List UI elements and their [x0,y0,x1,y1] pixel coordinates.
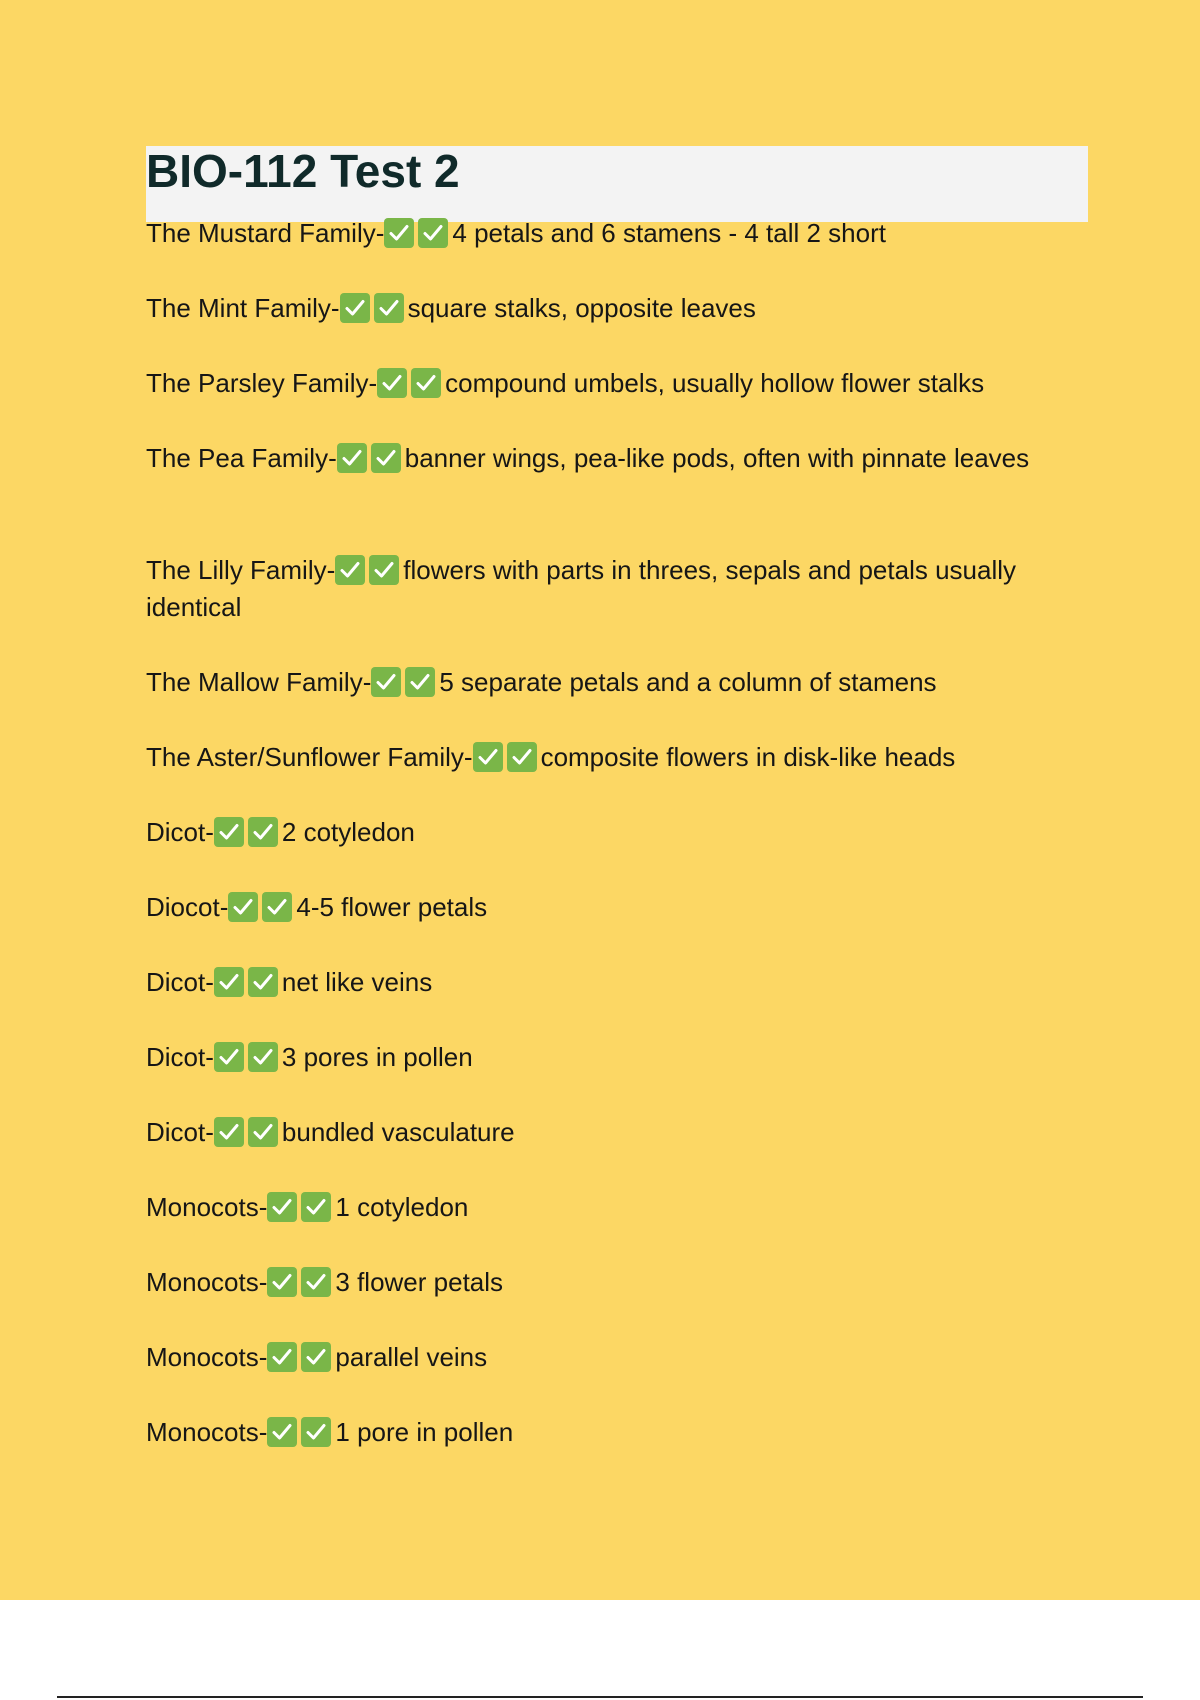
entry-term: The Parsley Family- [146,368,378,398]
list-item [146,1339,1096,1376]
entry-definition: 4 petals and 6 stamens - 4 tall 2 short [452,218,886,248]
check-icon [248,817,278,847]
entry-term: The Mint Family- [146,293,340,323]
check-marks [473,739,541,776]
entry-definition: 1 cotyledon [335,1192,469,1222]
entry-term: Diocot- [146,892,229,922]
footer-divider [57,1696,1143,1698]
check-icon [248,967,278,997]
check-icon [248,1117,278,1147]
check-icon [267,1417,297,1447]
entry-definition: 2 cotyledon [281,817,415,847]
entry-definition: net like veins [281,967,433,997]
check-marks [267,1339,335,1376]
check-marks [377,365,445,402]
check-icon [214,817,244,847]
entry-term: Dicot- [146,1117,214,1147]
entry-definition: compound umbels, usually hollow flower stalks [445,368,985,398]
entry-term: Dicot- [146,817,214,847]
check-icon [214,1042,244,1072]
check-icon [301,1192,331,1222]
check-icon [418,218,448,248]
list-item [146,739,1096,776]
check-icon [337,443,367,473]
list-item [146,552,1096,626]
entry-definition: 3 pores in pollen [281,1042,473,1072]
check-marks [371,664,439,701]
check-icon [411,368,441,398]
check-icon [214,1117,244,1147]
entry-term: Monocots- [146,1267,268,1297]
check-marks [337,440,405,477]
check-icon [301,1267,331,1297]
list-item [146,964,1096,1001]
entry-definition: 1 pore in pollen [335,1417,514,1447]
check-icon [405,667,435,697]
check-marks [335,552,403,589]
list-item [146,1189,1096,1226]
entry-definition: square stalks, opposite leaves [407,293,756,323]
check-icon [374,293,404,323]
entry-term: Dicot- [146,967,214,997]
list-item [146,215,1096,252]
entry-term: The Aster/Sunflower Family- [146,742,473,772]
list-item [146,1264,1096,1301]
list-item [146,664,1096,701]
check-icon [371,667,401,697]
entry-term: Monocots- [146,1192,268,1222]
check-icon [267,1342,297,1372]
check-marks [267,1264,335,1301]
list-item [146,440,1096,477]
entry-definition: banner wings, pea-like pods, often with pinnate leaves [404,443,1030,473]
check-marks [228,889,296,926]
entry-definition: composite flowers in disk-like heads [540,742,956,772]
entry-definition: parallel veins [335,1342,488,1372]
check-icon [369,555,399,585]
check-icon [377,368,407,398]
list-item [146,1039,1096,1076]
check-marks [267,1189,335,1226]
entry-term: Dicot- [146,1042,214,1072]
check-icon [267,1192,297,1222]
entry-term: The Lilly Family- [146,555,336,585]
entry-definition: 3 flower petals [335,1267,504,1297]
check-icon [267,1267,297,1297]
check-icon [473,742,503,772]
entry-definition: flowers with parts in threes, sepals and petals usually identical [146,555,1017,622]
list-item [146,889,1096,926]
check-marks [214,814,282,851]
entry-definition: bundled vasculature [281,1117,515,1147]
check-icon [507,742,537,772]
check-icon [214,967,244,997]
check-marks [214,1114,282,1151]
check-marks [214,1039,282,1076]
check-icon [371,443,401,473]
check-marks [267,1414,335,1451]
list-item [146,365,1096,402]
entry-definition: 5 separate petals and a column of stamens [439,667,937,697]
check-icon [335,555,365,585]
check-icon [228,892,258,922]
check-icon [248,1042,278,1072]
check-icon [301,1342,331,1372]
entry-term: The Mustard Family- [146,218,385,248]
check-marks [384,215,452,252]
list-item [146,290,1096,327]
entry-term: Monocots- [146,1417,268,1447]
list-item [146,1414,1096,1451]
entry-term: Monocots- [146,1342,268,1372]
entry-term: The Mallow Family- [146,667,372,697]
entry-term: The Pea Family- [146,443,337,473]
page-title: BIO-112 Test 2 [146,145,460,197]
check-icon [301,1417,331,1447]
list-item [146,814,1096,851]
check-icon [384,218,414,248]
check-icon [340,293,370,323]
check-icon [262,892,292,922]
list-item [146,1114,1096,1151]
entry-definition: 4-5 flower petals [296,892,488,922]
check-marks [340,290,408,327]
check-marks [214,964,282,1001]
